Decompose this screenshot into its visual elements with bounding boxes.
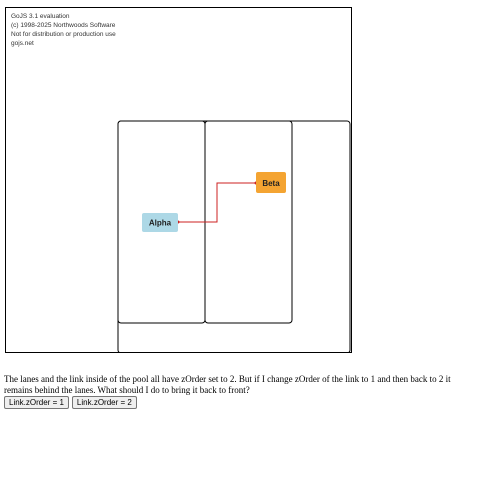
node-alpha[interactable] <box>142 213 178 232</box>
set-zorder-2-button[interactable]: Link.zOrder = 2 <box>72 396 137 409</box>
watermark-line: GoJS 3.1 evaluation <box>11 13 70 20</box>
button-bar <box>4 396 137 409</box>
set-zorder-1-button[interactable]: Link.zOrder = 1 <box>4 396 69 409</box>
node-beta[interactable] <box>256 172 286 193</box>
watermark-line: (c) 1998-2025 Northwoods Software <box>11 22 116 29</box>
watermark-line: Not for distribution or production use <box>11 31 116 38</box>
watermark-line: gojs.net <box>11 40 34 47</box>
node-alpha-label: Alpha <box>148 218 172 228</box>
question-text: The lanes and the link inside of the pool all have zOrder set to 2. But if I change zOrder of the link to 1 and then back to 2 it remains behind the lanes. What should I do to bring it back to front? <box>4 374 451 395</box>
node-beta-label: Beta <box>262 179 280 188</box>
diagram-canvas[interactable] <box>5 7 352 353</box>
diagram-svg <box>6 8 352 353</box>
lane-2[interactable] <box>205 121 292 323</box>
